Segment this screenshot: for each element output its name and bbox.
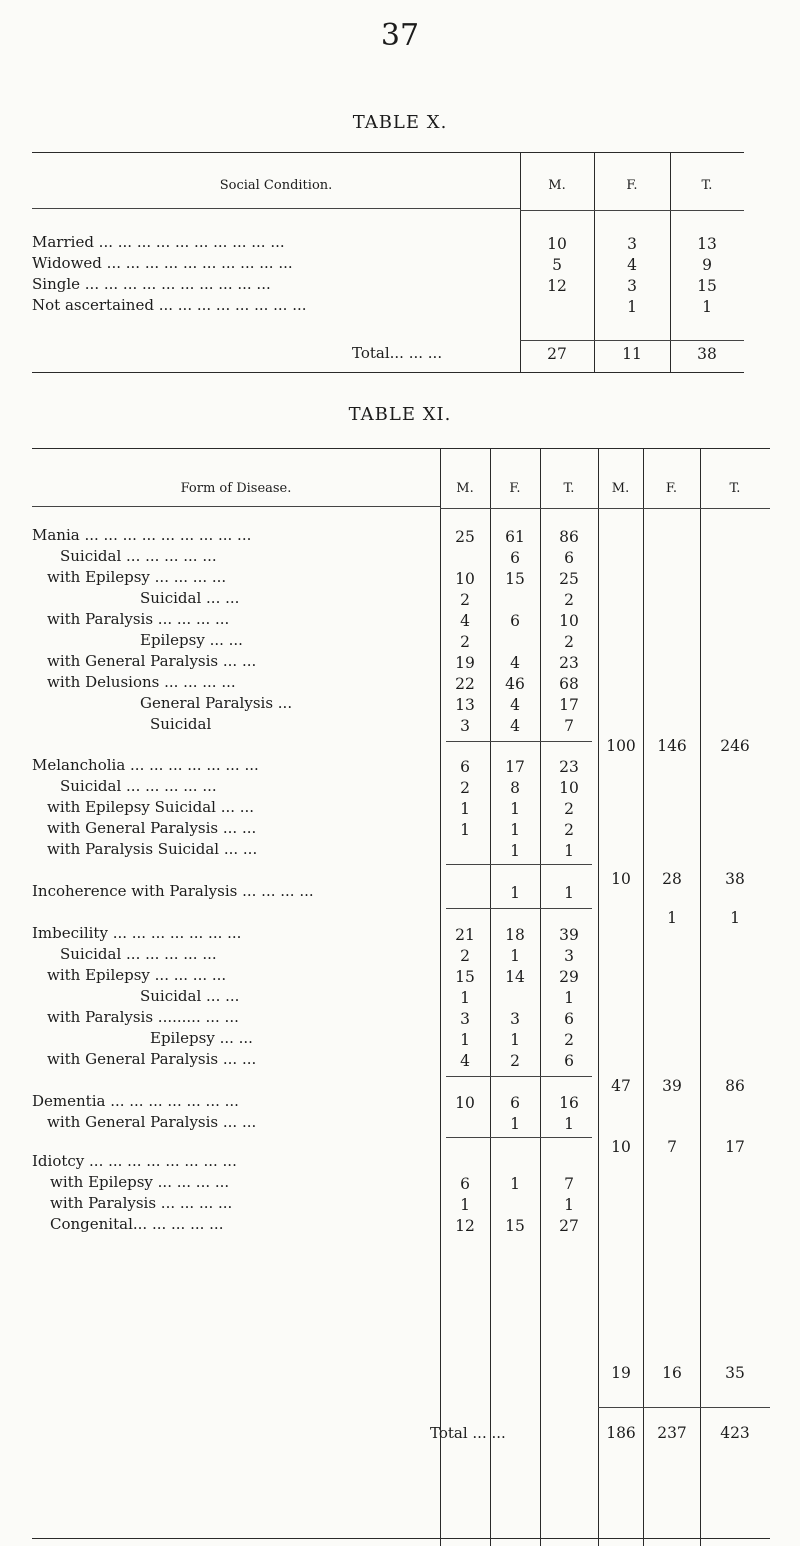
table-xi-cell-f: 18 bbox=[505, 926, 525, 944]
table-xi-row-label: Suicidal ... ... ... ... ... bbox=[60, 777, 217, 795]
table-xi-cell-f: 17 bbox=[505, 758, 525, 776]
table-xi-cell-f: 1 bbox=[510, 1175, 520, 1193]
table-xi-cell-t: 6 bbox=[564, 549, 574, 567]
table-x-cell-t: 9 bbox=[702, 256, 712, 274]
table-xi-row-label: with General Paralysis ... ... bbox=[47, 819, 257, 837]
table-xi-total-m: 186 bbox=[606, 1424, 636, 1442]
table-xi-cell-t: 68 bbox=[559, 675, 579, 693]
table-xi-cell-f: 1 bbox=[510, 842, 520, 860]
table-xi-row-label: General Paralysis ... bbox=[140, 694, 293, 712]
table-xi-cell-f: 14 bbox=[505, 968, 525, 986]
table-xi-cell-m: 2 bbox=[460, 633, 470, 651]
table-xi-cell-m: 3 bbox=[460, 1010, 470, 1028]
table-xi-group-f: 16 bbox=[662, 1364, 682, 1382]
table-xi-cell-m: 21 bbox=[455, 926, 475, 944]
table-x-cell-f: 1 bbox=[627, 298, 637, 316]
table-xi-cell-t: 2 bbox=[564, 591, 574, 609]
table-xi-cell-m: 25 bbox=[455, 528, 475, 546]
table-xi-row-label: Mania ... ... ... ... ... ... ... ... ... bbox=[32, 526, 252, 544]
table-xi-row-label: Suicidal ... ... bbox=[140, 987, 240, 1005]
table-xi-header-label: Form of Disease. bbox=[180, 481, 292, 496]
table-xi-cell-t: 2 bbox=[564, 633, 574, 651]
table-xi-row-label: with Epilepsy ... ... ... ... bbox=[50, 1173, 230, 1191]
table-xi-total-f: 237 bbox=[657, 1424, 687, 1442]
table-xi-cell-f: 6 bbox=[510, 549, 520, 567]
table-xi-row-label: Suicidal ... ... ... ... ... bbox=[60, 945, 217, 963]
table-xi-cell-f: 46 bbox=[505, 675, 525, 693]
table-xi-cell-f: 4 bbox=[510, 696, 520, 714]
table-xi-cell-t: 10 bbox=[559, 779, 579, 797]
table-xi-header-group-f: F. bbox=[665, 481, 678, 496]
table-xi-header-group-t: T. bbox=[729, 481, 741, 496]
table-xi-cell-f: 1 bbox=[510, 1031, 520, 1049]
table-xi-row-label: with Paralysis Suicidal ... ... bbox=[47, 840, 258, 858]
table-xi-total-label: Total ... ... bbox=[430, 1424, 506, 1442]
table-xi-group-f: 7 bbox=[667, 1138, 677, 1156]
table-xi-cell-f: 3 bbox=[510, 1010, 520, 1028]
table-x-cell-f: 3 bbox=[627, 277, 637, 295]
table-xi-cell-f: 4 bbox=[510, 654, 520, 672]
table-xi-row-label: with General Paralysis ... ... bbox=[47, 1050, 257, 1068]
table-xi-cell-t: 1 bbox=[564, 1115, 574, 1133]
table-xi-cell-m: 2 bbox=[460, 779, 470, 797]
table-xi-row-label: with Paralysis ......... ... ... bbox=[47, 1008, 239, 1026]
table-x-cell-f: 4 bbox=[627, 256, 637, 274]
table-xi-group-f: 28 bbox=[662, 870, 682, 888]
table-xi-cell-t: 86 bbox=[559, 528, 579, 546]
table-x-total-m: 27 bbox=[547, 345, 567, 363]
table-x-header-f: F. bbox=[626, 178, 638, 193]
table-xi-cell-f: 1 bbox=[510, 1115, 520, 1133]
table-xi-cell-m: 1 bbox=[460, 1031, 470, 1049]
table-xi-row-label: with Epilepsy ... ... ... ... bbox=[47, 568, 227, 586]
table-x-total-label: Total... ... ... bbox=[352, 344, 443, 362]
table-x-cell-t: 13 bbox=[697, 235, 717, 253]
table-xi-cell-m: 10 bbox=[455, 570, 475, 588]
table-xi-row-label: Suicidal ... ... bbox=[140, 589, 240, 607]
table-xi-cell-m: 1 bbox=[460, 800, 470, 818]
table-xi-cell-m: 19 bbox=[455, 654, 475, 672]
table-x-cell-m: 5 bbox=[552, 256, 562, 274]
table-xi-total-t: 423 bbox=[720, 1424, 750, 1442]
table-xi-cell-m: 2 bbox=[460, 947, 470, 965]
table-xi-group-f: 146 bbox=[657, 737, 687, 755]
table-xi-row-label: Incoherence with Paralysis ... ... ... ... bbox=[32, 882, 314, 900]
table-xi-cell-m: 1 bbox=[460, 821, 470, 839]
table-xi-row-label: with Paralysis ... ... ... ... bbox=[47, 610, 230, 628]
table-xi-row-label: Idiotcy ... ... ... ... ... ... ... ... bbox=[32, 1152, 237, 1170]
table-xi-cell-t: 3 bbox=[564, 947, 574, 965]
table-xi-cell-f: 1 bbox=[510, 821, 520, 839]
table-xi-row-label: Suicidal bbox=[150, 715, 212, 733]
table-xi-cell-m: 6 bbox=[460, 1175, 470, 1193]
table-xi-cell-m: 6 bbox=[460, 758, 470, 776]
table-xi-row-label: Imbecility ... ... ... ... ... ... ... bbox=[32, 924, 242, 942]
table-xi-cell-f: 61 bbox=[505, 528, 525, 546]
table-xi-row-label: Melancholia ... ... ... ... ... ... ... bbox=[32, 756, 259, 774]
table-x-header-t: T. bbox=[701, 178, 713, 193]
table-xi-group-t: 86 bbox=[725, 1077, 745, 1095]
table-xi-cell-m: 1 bbox=[460, 1196, 470, 1214]
table-xi-cell-t: 10 bbox=[559, 612, 579, 630]
table-xi-row-label: with General Paralysis ... ... bbox=[47, 1113, 257, 1131]
table-xi-row-label: with Paralysis ... ... ... ... bbox=[50, 1194, 233, 1212]
table-xi-group-m: 10 bbox=[611, 1138, 631, 1156]
table-xi-cell-t: 29 bbox=[559, 968, 579, 986]
table-xi-cell-t: 16 bbox=[559, 1094, 579, 1112]
table-xi-group-t: 17 bbox=[725, 1138, 745, 1156]
table-xi-cell-t: 1 bbox=[564, 989, 574, 1007]
table-xi-cell-t: 2 bbox=[564, 800, 574, 818]
table-xi-cell-t: 7 bbox=[564, 1175, 574, 1193]
table-xi-cell-t: 23 bbox=[559, 758, 579, 776]
table-xi-cell-m: 13 bbox=[455, 696, 475, 714]
table-xi-row-label: Congenital... ... ... ... ... bbox=[50, 1215, 224, 1233]
table-xi-header-m: M. bbox=[456, 481, 474, 496]
table-xi-group-f: 1 bbox=[667, 909, 677, 927]
table-x-row-label: Widowed ... ... ... ... ... ... ... ... ... ... bbox=[32, 254, 293, 272]
table-xi-cell-m: 10 bbox=[455, 1094, 475, 1112]
table-xi-group-m: 100 bbox=[606, 737, 636, 755]
table-xi-cell-f: 15 bbox=[505, 1217, 525, 1235]
table-x-header-label: Social Condition. bbox=[219, 178, 333, 193]
table-xi-group-m: 19 bbox=[611, 1364, 631, 1382]
table-xi-cell-t: 1 bbox=[564, 884, 574, 902]
table-xi-group-t: 246 bbox=[720, 737, 750, 755]
table-xi-cell-t: 6 bbox=[564, 1010, 574, 1028]
table-xi-header-group-m: M. bbox=[611, 481, 630, 496]
table-xi-row-label: with Delusions ... ... ... ... bbox=[47, 673, 236, 691]
table-x-cell-m: 12 bbox=[547, 277, 567, 295]
table-xi-cell-t: 39 bbox=[559, 926, 579, 944]
table-x-cell-f: 3 bbox=[627, 235, 637, 253]
table-xi-cell-f: 1 bbox=[510, 800, 520, 818]
table-x-row-label: Single ... ... ... ... ... ... ... ... ... ... bbox=[32, 275, 271, 293]
table-x-row-label: Married ... ... ... ... ... ... ... ... ... ... bbox=[32, 233, 285, 251]
table-xi-cell-f: 6 bbox=[510, 1094, 520, 1112]
table-xi-cell-m: 22 bbox=[455, 675, 475, 693]
table-xi-group-f: 39 bbox=[662, 1077, 682, 1095]
table-xi-cell-t: 17 bbox=[559, 696, 579, 714]
table-xi-cell-f: 8 bbox=[510, 779, 520, 797]
table-xi-group-t: 35 bbox=[725, 1364, 745, 1382]
table-xi-group-t: 38 bbox=[725, 870, 745, 888]
table-xi-cell-f: 4 bbox=[510, 717, 520, 735]
table-xi-cell-f: 1 bbox=[510, 884, 520, 902]
table-x-cell-t: 1 bbox=[702, 298, 712, 316]
table-xi-group-m: 47 bbox=[611, 1077, 631, 1095]
table-xi-row-label: Epilepsy ... ... bbox=[150, 1029, 253, 1047]
table-xi-cell-t: 25 bbox=[559, 570, 579, 588]
table-xi-cell-t: 27 bbox=[559, 1217, 579, 1235]
table-xi-group-t: 1 bbox=[730, 909, 740, 927]
table-xi-cell-f: 2 bbox=[510, 1052, 520, 1070]
table-xi-group-m: 10 bbox=[611, 870, 631, 888]
table-x-total-f: 11 bbox=[622, 345, 642, 363]
table-xi-cell-t: 1 bbox=[564, 1196, 574, 1214]
table-xi-cell-f: 6 bbox=[510, 612, 520, 630]
table-xi-cell-m: 1 bbox=[460, 989, 470, 1007]
page-number: 37 bbox=[380, 18, 420, 53]
table-xi-cell-m: 2 bbox=[460, 591, 470, 609]
table-xi-header-f: F. bbox=[509, 481, 521, 496]
table-x-title: TABLE X. bbox=[352, 112, 448, 133]
table-x-row-label: Not ascertained ... ... ... ... ... ... ... ... bbox=[32, 296, 307, 314]
table-xi-row-label: with Epilepsy ... ... ... ... bbox=[47, 966, 227, 984]
table-xi-title: TABLE XI. bbox=[348, 404, 452, 425]
table-xi-row-label: Epilepsy ... ... bbox=[140, 631, 243, 649]
table-xi-cell-t: 23 bbox=[559, 654, 579, 672]
table-xi-cell-m: 4 bbox=[460, 612, 470, 630]
table-xi-cell-t: 2 bbox=[564, 1031, 574, 1049]
table-x-cell-t: 15 bbox=[697, 277, 717, 295]
table-xi-cell-t: 1 bbox=[564, 842, 574, 860]
table-xi-cell-t: 6 bbox=[564, 1052, 574, 1070]
table-xi-header-t: T. bbox=[563, 481, 575, 496]
table-x-cell-m: 10 bbox=[547, 235, 567, 253]
table-xi-row-label: Suicidal ... ... ... ... ... bbox=[60, 547, 217, 565]
table-xi-cell-t: 2 bbox=[564, 821, 574, 839]
table-x-header-m: M. bbox=[548, 178, 566, 193]
table-xi-row-label: with General Paralysis ... ... bbox=[47, 652, 257, 670]
table-x-total-t: 38 bbox=[697, 345, 717, 363]
table-xi-row-label: Dementia ... ... ... ... ... ... ... bbox=[32, 1092, 239, 1110]
table-xi-cell-m: 3 bbox=[460, 717, 470, 735]
table-xi-cell-t: 7 bbox=[564, 717, 574, 735]
table-xi-row-label: with Epilepsy Suicidal ... ... bbox=[47, 798, 255, 816]
table-xi-cell-m: 15 bbox=[455, 968, 475, 986]
table-xi-cell-m: 4 bbox=[460, 1052, 470, 1070]
table-xi-cell-f: 1 bbox=[510, 947, 520, 965]
table-xi-cell-f: 15 bbox=[505, 570, 525, 588]
table-xi-cell-m: 12 bbox=[455, 1217, 475, 1235]
